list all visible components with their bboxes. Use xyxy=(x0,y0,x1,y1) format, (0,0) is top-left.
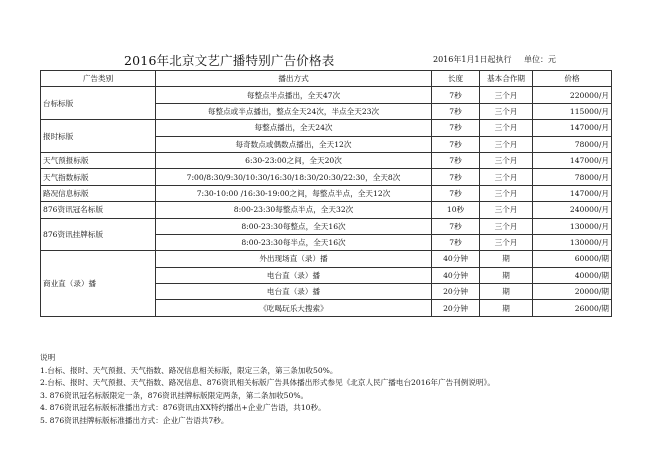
price-cell: 78000/月 xyxy=(533,169,612,185)
period-cell: 三个月 xyxy=(480,202,533,218)
category-cell: 路况信息标版 xyxy=(41,185,156,201)
length-cell: 7秒 xyxy=(432,136,480,152)
table-row xyxy=(41,152,612,168)
price-cell: 147000/月 xyxy=(533,120,612,136)
note-item: 3. 876资讯冠名标版限定一条，876资讯挂牌标版限定两条，第二条加收50%。 xyxy=(40,390,309,400)
period-cell: 三个月 xyxy=(480,103,533,119)
method-cell: 8:00-23:30每半点，全天16次 xyxy=(156,234,432,250)
price-cell: 240000/月 xyxy=(533,202,612,218)
category-cell: 876资讯挂牌标版 xyxy=(41,218,156,251)
table-row xyxy=(41,251,612,267)
notes-section xyxy=(40,352,495,428)
length-cell: 7秒 xyxy=(432,218,480,234)
header-method: 播出方式 xyxy=(156,71,432,87)
price-cell: 26000/期 xyxy=(533,300,612,316)
period-cell: 三个月 xyxy=(480,120,533,136)
price-cell: 115000/月 xyxy=(533,103,612,119)
length-cell: 7秒 xyxy=(432,169,480,185)
period-cell: 期 xyxy=(480,251,533,267)
notes-heading: 说明 xyxy=(40,353,56,362)
unit-label: 单位：元 xyxy=(524,55,556,64)
period-cell: 三个月 xyxy=(480,218,533,234)
note-item: 1.台标、报时、天气预报、天气指数、路况信息相关标版，限定三条，第三条加收50%。 xyxy=(40,365,338,375)
period-cell: 三个月 xyxy=(480,234,533,250)
table-row xyxy=(41,185,612,201)
period-cell: 三个月 xyxy=(480,169,533,185)
period-cell: 期 xyxy=(480,300,533,316)
period-cell: 期 xyxy=(480,267,533,283)
period-cell: 期 xyxy=(480,284,533,300)
length-cell: 7秒 xyxy=(432,120,480,136)
length-cell: 7秒 xyxy=(432,234,480,250)
table-row xyxy=(41,120,612,136)
price-cell: 20000/期 xyxy=(533,284,612,300)
price-cell: 60000/期 xyxy=(533,251,612,267)
note-item: 4. 876资讯冠名标版标准播出方式：876资讯由XX特约播出+企业广告语，共10秒。 xyxy=(40,403,326,413)
header-category: 广告类别 xyxy=(41,71,156,87)
category-cell: 天气预报标版 xyxy=(41,152,156,168)
method-cell: 外出现场直（录）播 xyxy=(156,251,432,267)
length-cell: 20分钟 xyxy=(432,284,480,300)
period-cell: 三个月 xyxy=(480,185,533,201)
period-cell: 三个月 xyxy=(480,152,533,168)
table-row xyxy=(41,87,612,103)
method-cell: 6:30-23:00之间，全天20次 xyxy=(156,152,432,168)
method-cell: 8:00-23:30每整点，全天16次 xyxy=(156,218,432,234)
length-cell: 40分钟 xyxy=(432,251,480,267)
category-cell: 天气指数标版 xyxy=(41,169,156,185)
price-cell: 147000/月 xyxy=(533,185,612,201)
header-period: 基本合作期 xyxy=(480,71,533,87)
method-cell: 每整点播出，全天24次 xyxy=(156,120,432,136)
effective-date: 2016年1月1日起执行 xyxy=(433,55,512,64)
length-cell: 7秒 xyxy=(432,87,480,103)
table-row xyxy=(41,169,612,185)
length-cell: 10秒 xyxy=(432,202,480,218)
header-length: 长度 xyxy=(432,71,480,87)
length-cell: 7秒 xyxy=(432,185,480,201)
price-table xyxy=(40,70,612,317)
method-cell: 每整点或半点播出，整点全天24次，半点全天23次 xyxy=(156,103,432,119)
category-cell: 台标标版 xyxy=(41,87,156,120)
category-cell: 报时标版 xyxy=(41,120,156,153)
method-cell: 7:00/8:30/9:30/10:30/16:30/18:30/20:30/22:30，全天8次 xyxy=(156,169,432,185)
period-cell: 三个月 xyxy=(480,136,533,152)
length-cell: 7秒 xyxy=(432,103,480,119)
price-cell: 147000/月 xyxy=(533,152,612,168)
length-cell: 20分钟 xyxy=(432,300,480,316)
method-cell: 每奇数点或偶数点播出，全天12次 xyxy=(156,136,432,152)
method-cell: 电台直（录）播 xyxy=(156,267,432,283)
method-cell: 8:00-23:30每整点半点，全天32次 xyxy=(156,202,432,218)
period-cell: 三个月 xyxy=(480,87,533,103)
category-cell: 商业直（录）播 xyxy=(41,251,156,317)
method-cell: 《吃喝玩乐大搜索》 xyxy=(156,300,432,316)
method-cell: 7:30-10:00 /16:30-19:00之间，每整点半点，全天12次 xyxy=(156,185,432,201)
note-item: 2.台标、报时、天气预报、天气指数、路况信息、876资讯相关标版广告具体播出形式参见《北京人民广播电台2016年广告刊例说明》。 xyxy=(40,378,495,388)
price-cell: 78000/月 xyxy=(533,136,612,152)
category-cell: 876资讯冠名标版 xyxy=(41,202,156,218)
price-cell: 130000/月 xyxy=(533,234,612,250)
table-row xyxy=(41,218,612,234)
price-cell: 130000/月 xyxy=(533,218,612,234)
length-cell: 7秒 xyxy=(432,152,480,168)
length-cell: 40分钟 xyxy=(432,267,480,283)
price-cell: 40000/期 xyxy=(533,267,612,283)
page-title: 2016年北京文艺广播特别广告价格表 xyxy=(124,53,335,68)
table-header-row xyxy=(41,71,612,87)
price-cell: 220000/月 xyxy=(533,87,612,103)
method-cell: 电台直（录）播 xyxy=(156,284,432,300)
method-cell: 每整点半点播出，全天47次 xyxy=(156,87,432,103)
table-row xyxy=(41,202,612,218)
note-item: 5. 876资讯挂牌标版标准播出方式：企业广告语共7秒。 xyxy=(40,415,229,425)
header-price: 价格 xyxy=(533,71,612,87)
